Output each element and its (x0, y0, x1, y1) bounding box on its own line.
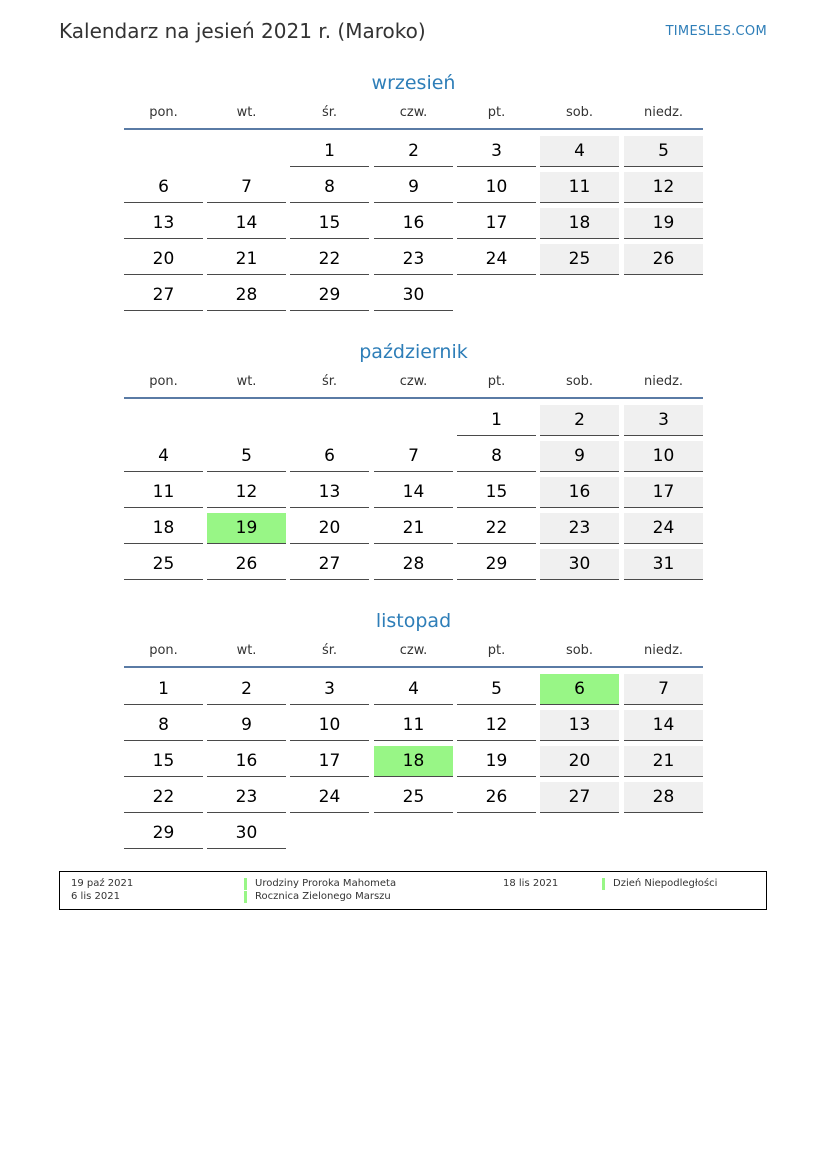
day-cell: 11 (124, 477, 203, 508)
day-cell: 10 (624, 441, 703, 472)
day-cell: 1 (124, 674, 203, 705)
day-cell: 3 (457, 136, 536, 167)
day-cell: 5 (207, 441, 286, 472)
day-cell: 20 (540, 746, 619, 777)
weekday-label: pon. (149, 643, 178, 658)
day-cell: 24 (290, 782, 369, 813)
day-cell: 27 (290, 549, 369, 580)
day-cell: 14 (374, 477, 453, 508)
day-cell: 6 (124, 172, 203, 203)
day-cell: 18 (124, 513, 203, 544)
day-cell: 7 (624, 674, 703, 705)
day-cell: 2 (374, 136, 453, 167)
day-cell: 4 (374, 674, 453, 705)
day-cell: 28 (624, 782, 703, 813)
day-cell: 22 (290, 244, 369, 275)
holiday-day-cell: 19 (207, 513, 286, 544)
weekday-header (124, 98, 703, 130)
day-cell: 15 (457, 477, 536, 508)
month-title: listopad (375, 610, 452, 632)
day-cell: 3 (624, 405, 703, 436)
weekday-label: śr. (321, 643, 338, 658)
weekday-label: śr. (321, 374, 338, 389)
weekday-label: niedz. (643, 105, 684, 120)
day-cell: 10 (457, 172, 536, 203)
day-cell: 13 (124, 208, 203, 239)
day-cell: 5 (457, 674, 536, 705)
day-cell: 20 (290, 513, 369, 544)
weekday-label: czw. (399, 105, 428, 120)
day-cell: 21 (624, 746, 703, 777)
day-cell: 15 (290, 208, 369, 239)
day-cell: 27 (124, 280, 203, 311)
day-cell: 12 (207, 477, 286, 508)
weekday-label: pon. (149, 374, 178, 389)
day-cell: 23 (374, 244, 453, 275)
day-cell: 5 (624, 136, 703, 167)
day-cell: 13 (290, 477, 369, 508)
day-cell: 22 (124, 782, 203, 813)
weekday-label: sob. (565, 105, 594, 120)
day-cell: 25 (540, 244, 619, 275)
weekday-header (124, 367, 703, 399)
day-cell: 25 (124, 549, 203, 580)
weekday-label: czw. (399, 374, 428, 389)
day-cell: 3 (290, 674, 369, 705)
day-cell: 25 (374, 782, 453, 813)
weekday-header (124, 636, 703, 668)
weekday-label: pt. (487, 374, 506, 389)
day-cell: 17 (624, 477, 703, 508)
day-cell: 30 (540, 549, 619, 580)
day-cell: 11 (374, 710, 453, 741)
day-cell: 22 (457, 513, 536, 544)
day-cell: 2 (207, 674, 286, 705)
day-cell: 9 (540, 441, 619, 472)
weekday-label: niedz. (643, 374, 684, 389)
day-cell: 27 (540, 782, 619, 813)
day-cell: 29 (124, 818, 203, 849)
day-cell: 21 (207, 244, 286, 275)
day-cell: 1 (457, 405, 536, 436)
day-cell: 4 (124, 441, 203, 472)
day-cell: 7 (374, 441, 453, 472)
day-cell: 29 (457, 549, 536, 580)
day-cell: 26 (624, 244, 703, 275)
legend-holiday-name: Urodziny Proroka Mahometa (244, 878, 396, 890)
legend-holiday-name: Dzień Niepodległości (602, 878, 717, 890)
day-cell: 23 (540, 513, 619, 544)
weekday-label: czw. (399, 643, 428, 658)
day-cell: 24 (624, 513, 703, 544)
day-cell: 24 (457, 244, 536, 275)
day-cell: 31 (624, 549, 703, 580)
day-cell: 8 (457, 441, 536, 472)
day-cell: 19 (457, 746, 536, 777)
day-cell: 16 (374, 208, 453, 239)
legend-holiday-name: Rocznica Zielonego Marszu (244, 891, 391, 903)
weekday-label: wt. (236, 643, 257, 658)
day-cell: 30 (207, 818, 286, 849)
day-cell: 14 (624, 710, 703, 741)
holiday-day-cell: 6 (540, 674, 619, 705)
day-cell: 1 (290, 136, 369, 167)
weekday-label: sob. (565, 374, 594, 389)
day-cell: 23 (207, 782, 286, 813)
day-cell: 18 (540, 208, 619, 239)
day-cell: 19 (624, 208, 703, 239)
weekday-label: wt. (236, 105, 257, 120)
day-cell: 12 (457, 710, 536, 741)
weekday-label: śr. (321, 105, 338, 120)
day-cell: 2 (540, 405, 619, 436)
weekday-label: niedz. (643, 643, 684, 658)
weekday-label: wt. (236, 374, 257, 389)
day-cell: 15 (124, 746, 203, 777)
weekday-label: pt. (487, 643, 506, 658)
weekday-label: pon. (149, 105, 178, 120)
holiday-day-cell: 18 (374, 746, 453, 777)
weekday-label: pt. (487, 105, 506, 120)
day-cell: 6 (290, 441, 369, 472)
weekday-label: sob. (565, 643, 594, 658)
day-cell: 29 (290, 280, 369, 311)
day-cell: 10 (290, 710, 369, 741)
day-cell: 11 (540, 172, 619, 203)
brand-link[interactable]: TIMESLES.COM (665, 24, 767, 39)
page-title: Kalendarz na jesień 2021 r. (Maroko) (59, 19, 426, 43)
day-cell: 17 (457, 208, 536, 239)
day-cell: 14 (207, 208, 286, 239)
day-cell: 4 (540, 136, 619, 167)
month-title: październik (359, 341, 468, 363)
day-cell: 28 (374, 549, 453, 580)
day-cell: 30 (374, 280, 453, 311)
day-cell: 21 (374, 513, 453, 544)
day-cell: 28 (207, 280, 286, 311)
legend-date: 19 paź 2021 (71, 878, 134, 889)
day-cell: 16 (207, 746, 286, 777)
day-cell: 7 (207, 172, 286, 203)
day-cell: 26 (457, 782, 536, 813)
day-cell: 9 (207, 710, 286, 741)
holiday-legend (59, 871, 767, 910)
day-cell: 9 (374, 172, 453, 203)
day-cell: 8 (290, 172, 369, 203)
day-cell: 26 (207, 549, 286, 580)
day-cell: 16 (540, 477, 619, 508)
day-cell: 12 (624, 172, 703, 203)
day-cell: 17 (290, 746, 369, 777)
month-title: wrzesień (371, 72, 456, 94)
legend-date: 6 lis 2021 (71, 891, 120, 902)
legend-date: 18 lis 2021 (503, 878, 559, 889)
day-cell: 13 (540, 710, 619, 741)
day-cell: 8 (124, 710, 203, 741)
day-cell: 20 (124, 244, 203, 275)
